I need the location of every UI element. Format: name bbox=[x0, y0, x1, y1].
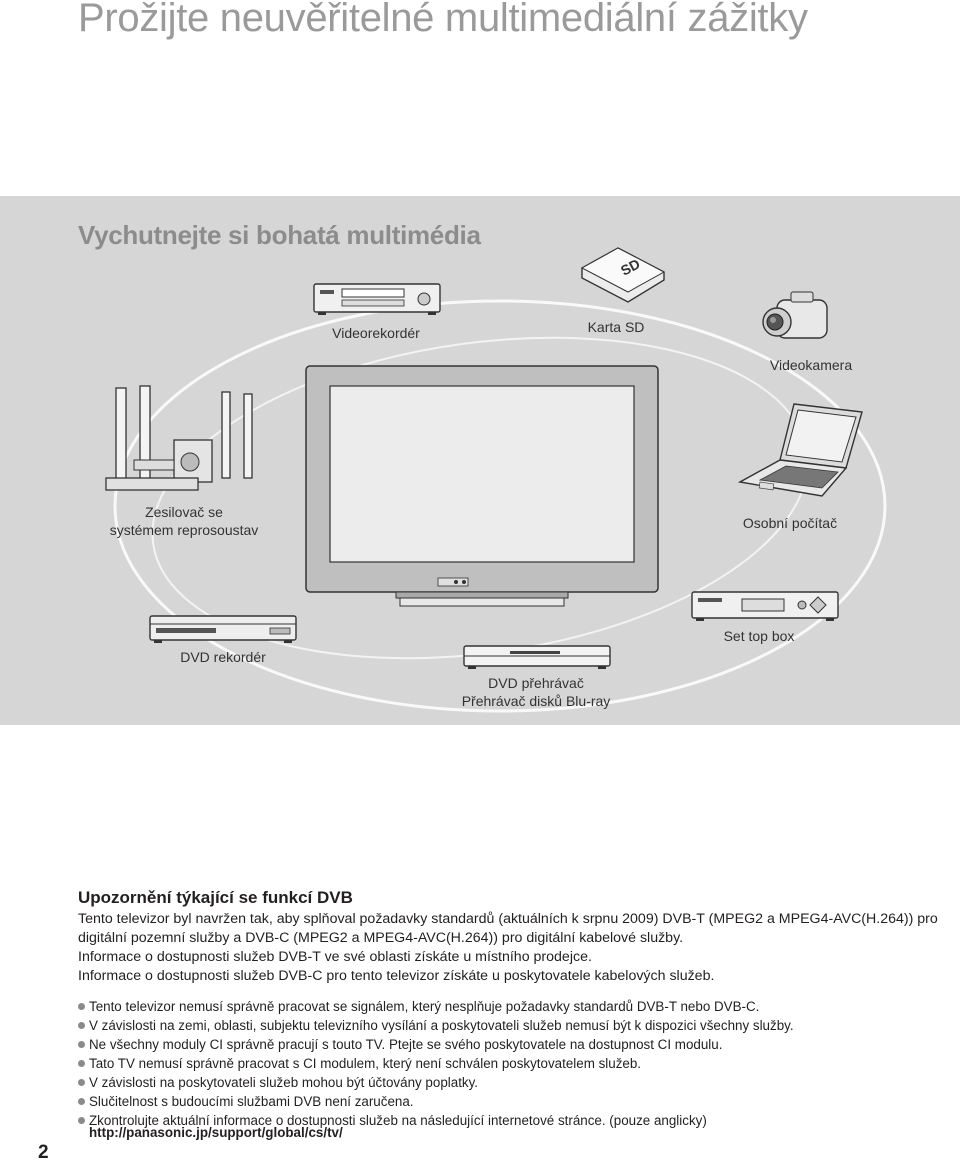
dvb-paragraph-dvbc: Informace o dostupnosti služeb DVB-C pro tento televizor získáte u poskytovatele kabelových služeb. bbox=[78, 968, 715, 984]
laptop-icon bbox=[738, 402, 866, 500]
list-item: Zkontrolujte aktuální informace o dostupnosti služeb na následující internetové stránce. (pouze anglicky) bbox=[78, 1111, 938, 1130]
bullet-dot-icon bbox=[78, 1117, 85, 1124]
page-title: Prožijte neuvěřitelné multimediální zážitky bbox=[78, 0, 808, 40]
dvd-player-label-line1: DVD přehrávač bbox=[488, 675, 584, 691]
list-item: Ne všechny moduly CI správně pracují s touto TV. Ptejte se svého poskytovatele na dostupnost CI modulu. bbox=[78, 1035, 938, 1054]
page-number: 2 bbox=[38, 1142, 49, 1163]
sd-card-label: Karta SD bbox=[587, 319, 645, 335]
sd-logo-text: SD bbox=[617, 255, 643, 279]
support-url-link[interactable]: http://panasonic.jp/support/global/cs/tv/ bbox=[89, 1125, 343, 1140]
dvb-notice-heading: Upozornění týkající se funkcí DVB bbox=[78, 888, 353, 907]
dvd-recorder-icon bbox=[148, 612, 298, 644]
amplifier-icon bbox=[104, 384, 260, 494]
dvb-paragraph-dvbt: Informace o dostupnosti služeb DVB-T ve své oblasti získáte u místního prodejce. bbox=[78, 949, 592, 965]
list-item: Tato TV nemusí správně pracovat s CI modulem, který není schválen poskytovatelem služeb. bbox=[78, 1054, 938, 1073]
bullet-dot-icon bbox=[78, 1022, 85, 1029]
set-top-box-icon bbox=[690, 588, 840, 622]
list-item: V závislosti na poskytovateli služeb mohou být účtovány poplatky. bbox=[78, 1073, 938, 1092]
sd-card-icon bbox=[578, 246, 668, 304]
multimedia-heading: Vychutnejte si bohatá multimédia bbox=[78, 220, 481, 250]
bullet-dot-icon bbox=[78, 1003, 85, 1010]
bullet-dot-icon bbox=[78, 1060, 85, 1067]
dvd-player-label bbox=[450, 674, 622, 710]
dvb-paragraph-standards: Tento televizor byl navržen tak, aby splňoval požadavky standardů (aktuálních k srpnu 2009) DVB-T (MPEG2 a MPEG4-AVC(H.264)) pro digitální pozemní služby a DVB-C (MPEG2 a MPEG4-AVC(H.264)) pro digitální kabelové služby. bbox=[78, 911, 938, 946]
dvb-notice-text bbox=[78, 910, 938, 986]
amplifier-label-line2: systémem reprosoustav bbox=[109, 522, 259, 538]
amplifier-label-line1: Zesilovač se bbox=[145, 504, 223, 520]
list-item: Tento televizor nemusí správně pracovat se signálem, který nesplňuje požadavky standardů DVB-T nebo DVB-C. bbox=[78, 997, 938, 1016]
bullet-dot-icon bbox=[78, 1098, 85, 1105]
dvd-player-icon bbox=[462, 642, 612, 670]
set-top-box-label: Set top box bbox=[723, 628, 795, 644]
bullet-dot-icon bbox=[78, 1079, 85, 1086]
dvb-bullet-list bbox=[78, 997, 938, 1130]
vcr-label: Videorekordér bbox=[332, 325, 420, 341]
dvd-player-label-line2: Přehrávač disků Blu-ray bbox=[461, 693, 611, 709]
vcr-icon bbox=[312, 280, 442, 316]
camcorder-icon bbox=[755, 290, 835, 348]
camcorder-label: Videokamera bbox=[769, 357, 853, 373]
bullet-dot-icon bbox=[78, 1041, 85, 1048]
tv-icon bbox=[304, 364, 660, 608]
list-item: V závislosti na zemi, oblasti, subjektu televizního vysílání a poskytovateli služeb nemusí být k dispozici všechny služby. bbox=[78, 1016, 938, 1035]
dvd-recorder-label: DVD rekordér bbox=[180, 649, 266, 665]
pc-label: Osobní počítač bbox=[742, 515, 838, 531]
amplifier-label bbox=[104, 503, 264, 539]
list-item: Slučitelnost s budoucími službami DVB není zaručena. bbox=[78, 1092, 938, 1111]
